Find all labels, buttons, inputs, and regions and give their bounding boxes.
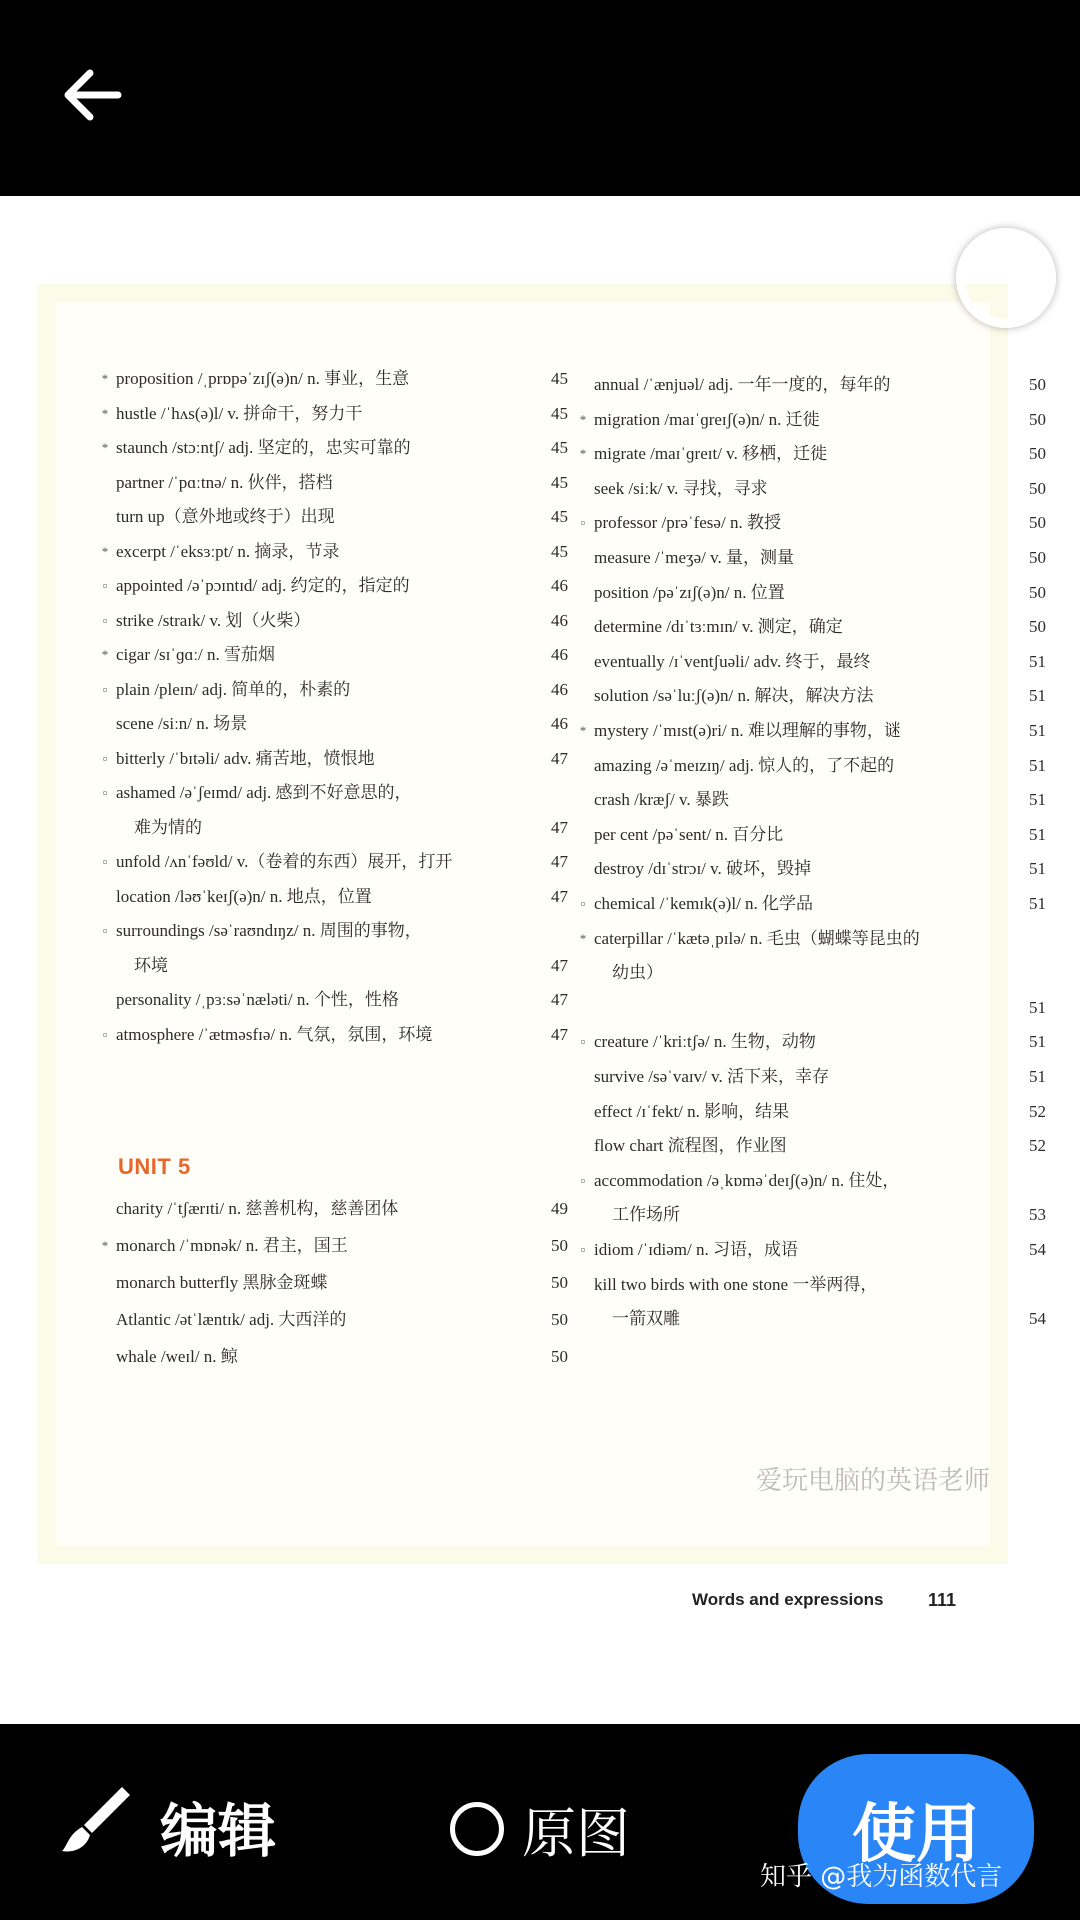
entry-page: 51 bbox=[1029, 859, 1046, 879]
bullet-marker: * bbox=[101, 1238, 109, 1253]
entry-text: location /ləʊˈkeɪʃ(ə)n/ n. 地点，位置 bbox=[116, 886, 372, 906]
list-item bbox=[101, 437, 568, 459]
bullet-marker: ▫ bbox=[580, 896, 586, 911]
entry-text: monarch /ˈmɒnək/ n. 君主，国王 bbox=[116, 1236, 348, 1255]
entry-text: whale /weɪl/ n. 鲸 bbox=[116, 1347, 238, 1366]
entry-text: kill two birds with one stone 一举两得， bbox=[594, 1274, 878, 1294]
bullet-marker: ▫ bbox=[102, 750, 108, 766]
bullet-marker: ▫ bbox=[102, 1026, 108, 1042]
entry-page: 52 bbox=[1029, 1101, 1046, 1121]
list-item bbox=[594, 651, 1044, 673]
entry-page: 47 bbox=[551, 817, 568, 837]
entry-page: 50 bbox=[1029, 617, 1046, 637]
bullet-marker: ▫ bbox=[102, 923, 108, 938]
entry-page: 50 bbox=[551, 1347, 568, 1366]
list-item bbox=[116, 1309, 566, 1331]
entry-page: 51 bbox=[1029, 1067, 1046, 1086]
entry-text: strike /straɪk/ v. 划（火柴） bbox=[116, 610, 311, 630]
list-item bbox=[116, 1272, 566, 1294]
entry-page: 46 bbox=[551, 610, 568, 630]
list-item bbox=[116, 472, 566, 494]
list-item bbox=[594, 755, 1044, 777]
list-item bbox=[580, 893, 1046, 915]
bullet-marker: * bbox=[101, 543, 109, 559]
entry-page: 50 bbox=[551, 1310, 568, 1329]
list-item bbox=[101, 403, 568, 425]
entry-page: 45 bbox=[551, 438, 568, 457]
list-item bbox=[102, 851, 568, 873]
entry-page: 51 bbox=[1029, 824, 1046, 844]
list-item bbox=[102, 920, 566, 942]
edit-label: 编辑 bbox=[160, 1797, 277, 1865]
entry-page: 53 bbox=[1029, 1205, 1046, 1225]
list-item bbox=[594, 1204, 1044, 1226]
entry-text: annual /ˈænjuəl/ adj. 一年一度的，每年的 bbox=[594, 375, 891, 394]
entry-text: determine /dɪˈtɜːmɪn/ v. 测定，确定 bbox=[594, 617, 843, 637]
entry-page: 46 bbox=[551, 576, 568, 595]
entry-page: 47 bbox=[551, 852, 568, 871]
bullet-marker: ▫ bbox=[580, 1242, 586, 1257]
watermark-top: 爱玩电脑的英语老师 bbox=[756, 1466, 991, 1496]
list-item bbox=[594, 547, 1044, 569]
entry-text: 工作场所 bbox=[612, 1205, 680, 1225]
entry-page: 51 bbox=[1029, 755, 1046, 775]
entry-page: 54 bbox=[1029, 1240, 1046, 1259]
entry-text: caterpillar /ˈkætəˌpɪlə/ n. 毛虫（蝴蝶等昆虫的 bbox=[594, 928, 920, 948]
select-circle-icon[interactable] bbox=[956, 228, 1056, 328]
entry-page: 50 bbox=[1029, 548, 1046, 567]
entry-text: unfold /ʌnˈfəʊld/ v.（卷着的东西）展开，打开 bbox=[116, 852, 453, 871]
list-item bbox=[579, 720, 1046, 742]
entry-text: amazing /əˈmeɪzɪŋ/ adj. 惊人的，了不起的 bbox=[594, 755, 895, 775]
list-item bbox=[102, 748, 568, 770]
entry-text: hustle /ˈhʌs(ə)l/ v. 拼命干，努力干 bbox=[116, 403, 363, 423]
entry-text: cigar /sɪˈɡɑː/ n. 雪茄烟 bbox=[116, 645, 276, 664]
entry-page: 49 bbox=[551, 1199, 568, 1218]
list-item bbox=[579, 443, 1046, 465]
list-item bbox=[580, 1170, 1044, 1192]
list-item bbox=[116, 989, 566, 1011]
entry-text: Atlantic /ətˈlæntɪk/ adj. 大西洋的 bbox=[116, 1310, 347, 1329]
list-item bbox=[580, 1239, 1046, 1261]
entry-page: 45 bbox=[551, 403, 568, 423]
entry-page: 51 bbox=[1029, 686, 1046, 706]
entry-page: 50 bbox=[1029, 582, 1046, 602]
watermark-bottom: 知乎 @我为函数代言 bbox=[760, 1862, 1003, 1892]
list-item bbox=[116, 955, 566, 977]
entry-page: 47 bbox=[551, 748, 568, 768]
entry-page: 50 bbox=[1029, 478, 1046, 498]
list-item bbox=[102, 575, 568, 597]
bullet-marker: * bbox=[101, 647, 109, 662]
unit-title: UNIT 5 bbox=[118, 1154, 191, 1179]
entry-text: migration /maɪˈɡreɪʃ(ə)n/ n. 迁徙 bbox=[594, 409, 820, 429]
entry-page: 50 bbox=[1029, 444, 1046, 464]
entry-page: 45 bbox=[551, 507, 568, 526]
top-bar bbox=[0, 0, 1080, 196]
list-item bbox=[579, 928, 1044, 950]
list-item bbox=[101, 644, 568, 666]
entry-text: migrate /maɪˈɡreɪt/ v. 移栖，迁徙 bbox=[594, 444, 828, 464]
list-item bbox=[102, 782, 566, 804]
use-button[interactable]: 使用 bbox=[798, 1754, 1034, 1904]
list-item bbox=[101, 368, 568, 390]
bullet-marker: * bbox=[101, 405, 109, 421]
entry-text: staunch /stɔːntʃ/ adj. 坚定的，忠实可靠的 bbox=[116, 438, 411, 457]
entry-text: idiom /ˈɪdiəm/ n. 习语，成语 bbox=[594, 1240, 798, 1259]
bullet-marker: ▫ bbox=[580, 1172, 586, 1188]
list-item bbox=[594, 1274, 1044, 1296]
entry-page: 50 bbox=[551, 1236, 568, 1255]
bullet-marker: * bbox=[101, 371, 109, 386]
entry-text: chemical /ˈkemɪk(ə)l/ n. 化学品 bbox=[594, 894, 814, 913]
entry-text: seek /siːk/ v. 寻找，寻求 bbox=[594, 478, 768, 498]
list-item bbox=[101, 541, 568, 563]
bullet-marker: ▫ bbox=[102, 612, 108, 628]
list-item bbox=[116, 1346, 566, 1368]
entry-text: charity /ˈtʃærɪti/ n. 慈善机构，慈善团体 bbox=[116, 1199, 399, 1218]
list-item bbox=[594, 374, 1044, 396]
list-item bbox=[594, 1066, 1044, 1088]
brush-icon bbox=[56, 1779, 160, 1873]
entry-page: 51 bbox=[1029, 1032, 1046, 1052]
list-item bbox=[116, 713, 566, 735]
entry-text: position /pəˈzɪʃ(ə)n/ n. 位置 bbox=[594, 582, 785, 602]
bullet-marker: ▫ bbox=[102, 854, 108, 869]
list-item bbox=[102, 610, 568, 632]
entry-page: 45 bbox=[551, 472, 568, 492]
entry-text: appointed /əˈpɔɪntɪd/ adj. 约定的，指定的 bbox=[116, 576, 410, 595]
entry-page: 46 bbox=[551, 679, 568, 699]
list-item bbox=[101, 1235, 568, 1257]
footer-label: Words and expressions bbox=[692, 1590, 884, 1609]
original-toggle[interactable] bbox=[450, 1794, 630, 1864]
page-number: 111 bbox=[928, 1590, 957, 1610]
entry-page: 47 bbox=[551, 886, 568, 906]
entry-page: 45 bbox=[551, 541, 568, 561]
entry-page: 51 bbox=[1029, 894, 1046, 913]
entry-text: proposition /ˌprɒpəˈzɪʃ(ə)n/ n. 事业，生意 bbox=[116, 369, 410, 388]
list-item bbox=[116, 817, 566, 839]
bullet-marker: * bbox=[101, 440, 109, 455]
entry-text: flow chart 流程图，作业图 bbox=[594, 1136, 787, 1156]
entry-text: professor /prəˈfesə/ n. 教授 bbox=[594, 513, 781, 533]
entry-page: 50 bbox=[1029, 513, 1046, 533]
entry-page: 47 bbox=[551, 990, 568, 1009]
entry-page: 51 bbox=[1029, 721, 1046, 740]
list-item bbox=[594, 1101, 1044, 1123]
list-item bbox=[594, 616, 1044, 638]
entry-text: monarch butterfly 黑脉金斑蝶 bbox=[116, 1273, 328, 1292]
list-item bbox=[594, 824, 1044, 846]
entry-text: solution /səˈluːʃ(ə)n/ n. 解决，解决方法 bbox=[594, 686, 874, 706]
entry-text: accommodation /əˌkɒməˈdeɪʃ(ə)n/ n. 住处， bbox=[594, 1170, 900, 1190]
entry-page: 50 bbox=[1029, 375, 1046, 394]
textbook-page bbox=[38, 284, 1046, 1564]
entry-text: eventually /ɪˈventʃuəli/ adv. 终于，最终 bbox=[594, 651, 871, 671]
list-item bbox=[594, 1308, 1044, 1330]
entry-text: effect /ɪˈfekt/ n. 影响，结果 bbox=[594, 1101, 790, 1121]
entry-page: 50 bbox=[1029, 409, 1046, 429]
entry-text: survive /səˈvaɪv/ v. 活下来，幸存 bbox=[594, 1067, 829, 1086]
list-item bbox=[594, 582, 1044, 604]
entry-page: 51 bbox=[1029, 790, 1046, 810]
entry-text: destroy /dɪˈstrɔɪ/ v. 破坏，毁掉 bbox=[594, 859, 812, 879]
entry-text: crash /kræʃ/ v. 暴跌 bbox=[594, 790, 729, 810]
entry-text: turn up（意外地或终于）出现 bbox=[116, 507, 335, 526]
arrow-left-icon[interactable] bbox=[58, 60, 128, 130]
entry-text: personality /ˌpɜːsəˈnæləti/ n. 个性，性格 bbox=[116, 990, 399, 1009]
list-item bbox=[102, 1024, 568, 1046]
bullet-marker: * bbox=[579, 723, 587, 738]
bullet-marker: ▫ bbox=[102, 578, 108, 593]
entry-page: 50 bbox=[551, 1273, 568, 1292]
bullet-marker: * bbox=[579, 411, 587, 427]
bullet-marker: * bbox=[579, 930, 587, 946]
list-item bbox=[116, 506, 566, 528]
entry-text: partner /ˈpɑːtnə/ n. 伙伴，搭档 bbox=[116, 472, 333, 492]
entry-text: per cent /pəˈsent/ n. 百分比 bbox=[594, 824, 784, 844]
entry-text: creature /ˈkriːtʃə/ n. 生物，动物 bbox=[594, 1032, 816, 1052]
entry-page: 51 bbox=[1029, 651, 1046, 671]
entry-text: surroundings /səˈraʊndɪŋz/ n. 周围的事物， bbox=[116, 921, 422, 940]
list-item bbox=[594, 685, 1044, 707]
list-item bbox=[116, 886, 566, 908]
entry-page: 47 bbox=[551, 955, 568, 975]
bullet-marker: ▫ bbox=[102, 681, 108, 697]
list-item bbox=[594, 789, 1044, 811]
entry-page: 52 bbox=[1029, 1136, 1046, 1156]
entry-text: measure /ˈmeʒə/ v. 量，测量 bbox=[594, 548, 794, 567]
entry-text: mystery /ˈmɪst(ə)ri/ n. 难以理解的事物，谜 bbox=[594, 721, 901, 740]
bullet-marker: ▫ bbox=[580, 1034, 586, 1050]
list-item bbox=[580, 1031, 1046, 1053]
entry-page: 46 bbox=[551, 645, 568, 664]
entry-text: bitterly /ˈbɪtəli/ adv. 痛苦地，愤恨地 bbox=[116, 748, 375, 768]
entry-text: ashamed /əˈʃeɪmd/ adj. 感到不好意思的， bbox=[116, 783, 412, 802]
list-item bbox=[594, 478, 1044, 500]
entry-page: 45 bbox=[551, 369, 568, 388]
radio-circle-icon bbox=[450, 1802, 504, 1856]
entry-page: 51 bbox=[1029, 997, 1046, 1017]
bullet-marker: ▫ bbox=[102, 785, 108, 800]
entry-text: plain /pleɪn/ adj. 简单的，朴素的 bbox=[116, 679, 351, 699]
entry-page: 47 bbox=[551, 1024, 568, 1044]
entry-page: 46 bbox=[551, 714, 568, 733]
list-item bbox=[594, 962, 1044, 984]
list-item bbox=[579, 409, 1046, 431]
bullet-marker: ▫ bbox=[580, 515, 586, 531]
entry-page: 54 bbox=[1029, 1309, 1046, 1329]
list-item bbox=[580, 512, 1046, 534]
entry-text: atmosphere /ˈætməsfɪə/ n. 气氛，氛围，环境 bbox=[116, 1024, 433, 1044]
edit-button[interactable] bbox=[56, 1786, 276, 1866]
entry-text: 环境 bbox=[134, 955, 168, 975]
list-item bbox=[116, 1198, 566, 1220]
entry-text: 幼虫） bbox=[612, 963, 663, 983]
entry-text: scene /siːn/ n. 场景 bbox=[116, 714, 248, 733]
list-item bbox=[594, 1135, 1044, 1157]
original-label: 原图 bbox=[522, 1801, 630, 1865]
list-item bbox=[594, 858, 1044, 880]
list-item bbox=[102, 679, 568, 701]
entry-text: 难为情的 bbox=[134, 817, 202, 837]
entry-text: excerpt /ˈeksɜːpt/ n. 摘录，节录 bbox=[116, 541, 340, 561]
entry-text: 一箭双雕 bbox=[612, 1309, 680, 1329]
bullet-marker: * bbox=[579, 446, 587, 462]
